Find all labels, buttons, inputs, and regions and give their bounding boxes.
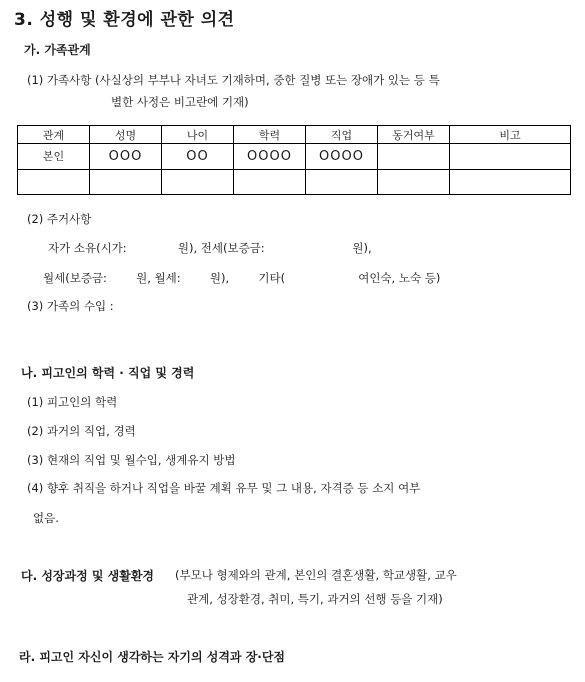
header-age: 나이 xyxy=(162,126,234,144)
table-row xyxy=(18,169,571,194)
family-note-line2: 별한 사정은 비고란에 기재) xyxy=(111,95,249,109)
list-item: (2) 과거의 직업, 경력 xyxy=(27,424,136,438)
header-occupation: 직업 xyxy=(306,126,378,144)
cell-occupation[interactable] xyxy=(306,169,378,194)
family-note-line1: (1) 가족사항 (사실상의 부부나 자녀도 기재하며, 중한 질병 또는 장애가 있는 등 특 xyxy=(27,73,440,87)
header-name: 성명 xyxy=(90,126,162,144)
occupation-answer: 없음. xyxy=(33,511,59,525)
header-education: 학력 xyxy=(234,126,306,144)
header-relation: 관계 xyxy=(18,126,90,144)
table-header-row xyxy=(18,126,571,144)
section-da-heading: 다. 성장과정 및 생활환경 xyxy=(21,569,155,583)
housing-line2: 월세(보증금: 원, 월세: 원), 기타( 여인숙, 노숙 등) xyxy=(43,271,441,285)
section-da-note-line1: (부모나 형제와의 관계, 본인의 결혼생활, 학교생활, 교우 xyxy=(175,568,457,582)
cell-occupation[interactable]: OOOO xyxy=(306,144,378,169)
header-cohabitation: 동거여부 xyxy=(378,126,450,144)
housing-line1: 자가 소유(시가: 원), 전세(보증금: 원), xyxy=(48,241,372,255)
cell-education[interactable]: OOOO xyxy=(234,144,306,169)
list-item: (1) 피고인의 학력 xyxy=(27,395,118,409)
cell-remarks[interactable] xyxy=(450,144,571,169)
cell-cohabitation[interactable] xyxy=(378,169,450,194)
cell-age[interactable] xyxy=(162,169,234,194)
section-na-heading: 나. 피고인의 학력 · 직업 및 경력 xyxy=(21,366,195,380)
header-remarks: 비고 xyxy=(450,126,571,144)
cell-age[interactable]: OO xyxy=(162,144,234,169)
cell-cohabitation[interactable] xyxy=(378,144,450,169)
table-row xyxy=(18,144,571,169)
list-item: (3) 현재의 직업 및 월수입, 생계유지 방법 xyxy=(27,453,236,467)
section-ra-heading: 라. 피고인 자신이 생각하는 자기의 성격과 장·단점 xyxy=(19,650,286,664)
family-income: (3) 가족의 수입 : xyxy=(27,299,114,313)
cell-education[interactable] xyxy=(234,169,306,194)
family-table xyxy=(17,125,571,195)
housing-heading: (2) 주거사항 xyxy=(27,212,92,226)
cell-name[interactable]: OOO xyxy=(90,144,162,169)
section-da-note-line2: 관계, 성장환경, 취미, 특기, 과거의 선행 등을 기재) xyxy=(187,592,443,606)
list-item: (4) 향후 취직을 하거나 직업을 바꿀 계획 유무 및 그 내용, 자격증 등 소지 여부 xyxy=(27,481,421,495)
cell-relation[interactable] xyxy=(18,169,90,194)
section-ga-heading: 가. 가족관계 xyxy=(24,43,91,57)
cell-relation[interactable]: 본인 xyxy=(18,144,90,169)
cell-name[interactable] xyxy=(90,169,162,194)
cell-remarks[interactable] xyxy=(450,169,571,194)
document-title: 3. 성행 및 환경에 관한 의견 xyxy=(14,10,235,30)
